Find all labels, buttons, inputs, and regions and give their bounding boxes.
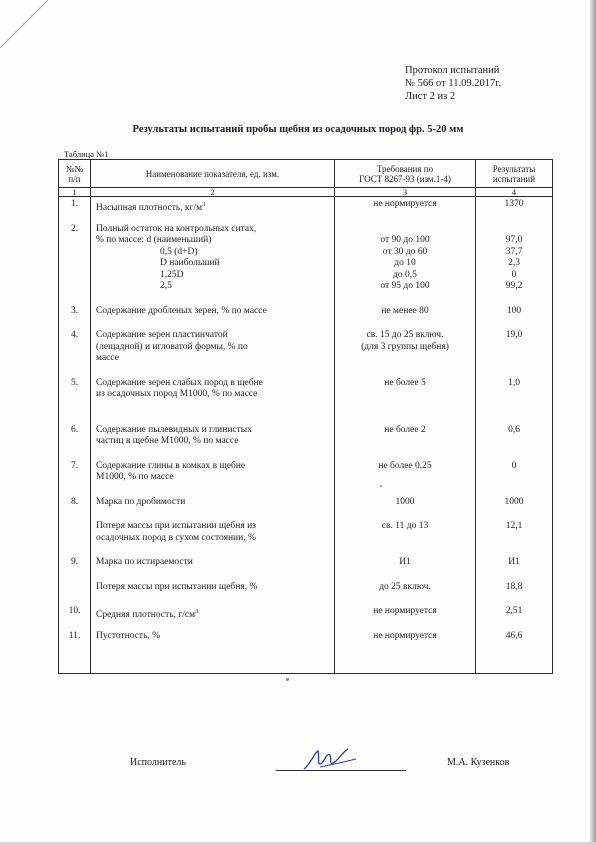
indicator-text: Содержание дробленых зерен, % по массе: [96, 305, 267, 316]
indicator-text: D наибольший: [160, 258, 220, 268]
row-number: 1.: [70, 199, 79, 209]
indicator-name: [96, 436, 334, 448]
indicator-name: [96, 461, 334, 473]
ink-dot: [380, 485, 382, 487]
requirement-value: не более 0,25: [378, 460, 432, 471]
row-result-cell: [476, 317, 553, 365]
requirement-value: св. 11 до 13: [381, 521, 429, 531]
requirement-value: [335, 389, 475, 401]
result-value: 97,0: [505, 235, 523, 245]
indicator-text: массе: [96, 353, 119, 363]
row-number-cell: [59, 365, 91, 401]
row-requirement-cell: [335, 593, 476, 618]
requirement-value: не нормируется: [373, 606, 437, 616]
row-name-cell: [91, 618, 335, 643]
table-row: [59, 484, 553, 509]
row-number-cell: [59, 569, 91, 594]
result-value: 0: [511, 460, 517, 471]
row-requirement-cell: [335, 317, 476, 365]
requirement-value: [335, 533, 475, 545]
protocol-title: Протокол испытаний: [405, 65, 500, 76]
indicator-name: [96, 557, 334, 569]
indicator-text: Потеря массы при испытании щебня, %: [96, 581, 258, 592]
row-number-cell: [59, 544, 91, 569]
indicator-text: 2,5: [160, 281, 172, 291]
row-number-cell: [59, 293, 91, 318]
requirement-value: от 90 до 100: [380, 235, 430, 245]
row-result-cell: [476, 197, 553, 211]
row-result-cell: [476, 448, 553, 484]
row-number-cell: [59, 593, 91, 618]
result-value: 18,8: [505, 581, 523, 592]
table-row: [59, 293, 553, 318]
row-requirement-cell: [335, 211, 476, 293]
row-number-cell: [59, 211, 91, 293]
indicator-text: М1000, % по массе: [96, 472, 174, 482]
row-number-cell: [59, 484, 91, 509]
protocol-number: № 566 от 11.09.2017г.: [405, 78, 501, 89]
indicator-name: [96, 306, 334, 318]
indicator-name: [96, 258, 334, 270]
result-value: И1: [508, 557, 520, 567]
result-value: 0: [511, 269, 517, 280]
unit-superscript: 3: [195, 608, 199, 615]
requirement-value: св. 15 до 25 включ.: [366, 330, 444, 340]
indicator-name: [96, 224, 334, 236]
row-number: 2.: [70, 223, 79, 234]
indicator-name: [96, 425, 334, 437]
empty-cell: [91, 642, 335, 674]
indicator-text: Содержание зерен пластинчатой: [96, 330, 228, 340]
paper-fold-mark: [0, 0, 60, 60]
row-number: 9.: [70, 557, 79, 567]
row-result-cell: [476, 593, 553, 618]
indicator-name: [96, 342, 334, 354]
row-number: 7.: [70, 460, 79, 471]
indicator-text: Насыпная плотность, кг/м: [96, 203, 203, 214]
table-header-row: [59, 160, 553, 188]
row-name-cell: [91, 317, 335, 365]
indicator-name: [96, 330, 334, 342]
row-number: [59, 582, 90, 594]
indicator-text: Полный остаток на контрольных ситах,: [96, 223, 257, 234]
row-result-cell: [476, 508, 553, 544]
result-value: [476, 224, 552, 236]
indicator-text: осадочных пород в сухом состоянии, %: [96, 532, 256, 543]
indicator-text: (лещадной) и игловатой формы, % по: [96, 341, 248, 352]
result-value: 46,6: [505, 630, 523, 641]
requirement-value: не менее 80: [381, 305, 429, 316]
indicator-name: [96, 270, 334, 282]
requirement-value: 1000: [395, 496, 415, 507]
table-row: [59, 197, 553, 211]
ink-dot: [286, 678, 289, 681]
table-row: [59, 401, 553, 448]
row-result-cell: [476, 484, 553, 509]
row-name-cell: [91, 569, 335, 594]
requirement-value: не более 5: [384, 377, 426, 388]
row-number: 5.: [70, 377, 79, 388]
indicator-name: [96, 199, 334, 214]
row-result-cell: [476, 293, 553, 318]
header-name: Наименование показателя, ед. изм.: [91, 160, 335, 188]
result-value: [476, 353, 552, 365]
row-number-cell: [59, 401, 91, 448]
indicator-text: % по массе: d (наименьший): [96, 235, 212, 245]
table-row: [59, 365, 553, 401]
result-value: 0,6: [508, 424, 520, 435]
result-value: [476, 436, 552, 448]
table-row: [59, 544, 553, 569]
row-requirement-cell: [335, 293, 476, 318]
page-title: Результаты испытаний пробы щебня из осадочных пород фр. 5-20 мм: [132, 124, 464, 135]
result-value: 37,7: [505, 246, 523, 257]
table-row: [59, 618, 553, 643]
row-result-cell: [476, 211, 553, 293]
result-value: [476, 389, 552, 401]
row-number: 8.: [70, 496, 79, 507]
row-result-cell: [476, 544, 553, 569]
indicator-name: [96, 472, 334, 484]
row-requirement-cell: [335, 544, 476, 569]
indicator-text: Содержание пылевидных и глинистых: [96, 424, 252, 435]
result-value: 100: [506, 305, 522, 316]
row-name-cell: [91, 211, 335, 293]
row-number: 6.: [70, 424, 79, 435]
indicator-text: 1,25D: [160, 269, 184, 280]
requirement-value: [335, 436, 475, 448]
requirement-value: от 95 до 100: [380, 281, 430, 291]
indicator-name: [96, 389, 334, 401]
row-requirement-cell: [335, 197, 476, 211]
indicator-text: Марка по истираемости: [96, 557, 193, 567]
column-numbers-row: 1 2 3 4: [59, 188, 553, 197]
indicator-name: [96, 353, 334, 365]
row-name-cell: [91, 508, 335, 544]
table-row: [59, 448, 553, 484]
result-value: 99,2: [505, 281, 523, 291]
row-number: [59, 521, 90, 533]
indicator-name: [96, 378, 334, 390]
executor-label: Исполнитель: [130, 757, 186, 768]
requirement-value: (для 3 группы щебня): [361, 341, 449, 352]
sheet-number: Лист 2 из 2: [405, 91, 456, 102]
result-value: [476, 342, 552, 354]
requirement-value: И1: [399, 557, 411, 567]
requirement-value: [335, 472, 475, 484]
table-label: Таблица №1: [64, 149, 109, 159]
indicator-name: [96, 631, 334, 643]
row-number-cell: [59, 197, 91, 211]
row-requirement-cell: [335, 569, 476, 594]
unit-superscript: 3: [202, 201, 206, 208]
indicator-name: [96, 235, 334, 247]
table-row: [59, 317, 553, 365]
result-value: 12,1: [505, 521, 523, 531]
row-requirement-cell: [335, 508, 476, 544]
indicator-name: [96, 497, 334, 509]
table-row: [59, 569, 553, 594]
row-number: 4.: [70, 330, 79, 340]
row-number: 11.: [68, 630, 81, 641]
indicator-text: Марка по дробимости: [96, 496, 186, 507]
row-result-cell: [476, 401, 553, 448]
indicator-text: Пустотность, %: [96, 630, 161, 641]
row-name-cell: [91, 448, 335, 484]
results-table: [58, 159, 553, 674]
indicator-name: [96, 533, 334, 545]
result-value: 2,51: [505, 606, 523, 616]
requirement-value: до 25 включ.: [379, 581, 431, 592]
table-row: [59, 211, 553, 293]
indicator-text: частиц в щебне М1000, % по массе: [96, 436, 239, 446]
indicator-text: Потеря массы при испытании щебня из: [96, 521, 256, 531]
indicator-text: из осадочных пород М1000, % по массе: [96, 389, 258, 399]
requirement-value: до 0,5: [393, 269, 417, 280]
protocol-header: [405, 64, 501, 103]
requirement-value: от 30 до 60: [382, 246, 428, 257]
row-requirement-cell: [335, 618, 476, 643]
result-value: [476, 472, 552, 484]
indicator-name: [96, 521, 334, 533]
indicator-text: Средняя плотность, г/см: [96, 610, 196, 621]
empty-cell: [59, 642, 91, 674]
page-edge-shadow: [590, 0, 596, 845]
indicator-name: [96, 606, 334, 621]
row-number: 3.: [70, 305, 79, 316]
row-number-cell: [59, 448, 91, 484]
row-requirement-cell: [335, 448, 476, 484]
indicator-text: Содержание зерен слабых пород в щебне: [96, 377, 263, 388]
empty-cell: [476, 642, 553, 674]
row-name-cell: [91, 593, 335, 621]
table-bottom-row: [59, 642, 553, 674]
indicator-name: [96, 281, 334, 293]
result-value: 19,0: [505, 330, 523, 340]
requirement-value: [335, 224, 475, 236]
requirement-value: не нормируется: [373, 199, 437, 209]
row-result-cell: [476, 618, 553, 643]
result-value: [476, 533, 552, 545]
indicator-name: [96, 247, 334, 259]
row-result-cell: [476, 569, 553, 594]
table-row: [59, 593, 553, 618]
header-res: Результаты испытаний: [476, 160, 553, 188]
row-name-cell: [91, 293, 335, 318]
row-name-cell: [91, 401, 335, 448]
result-value: 1370: [504, 199, 524, 209]
row-name-cell: [91, 484, 335, 509]
header-req: Требования по ГОСТ 8267-93 (изм.1-4): [335, 160, 476, 188]
row-result-cell: [476, 365, 553, 401]
indicator-text: Содержание глины в комках в щебне: [96, 460, 246, 471]
requirement-value: не нормируется: [373, 630, 437, 641]
result-value: 1,0: [508, 377, 520, 388]
row-number-cell: [59, 618, 91, 643]
row-number: 10.: [68, 606, 81, 616]
handwritten-signature: [300, 745, 360, 775]
result-value: 2,3: [508, 258, 520, 268]
row-number-cell: [59, 508, 91, 544]
requirement-value: [335, 353, 475, 365]
row-number-cell: [59, 317, 91, 365]
requirement-value: не более 2: [384, 424, 426, 435]
result-value: 1000: [504, 496, 524, 507]
empty-cell: [335, 642, 476, 674]
executor-name: М.А. Кузенков: [447, 757, 510, 768]
row-name-cell: [91, 197, 335, 214]
header-num: №№ п/п: [59, 160, 91, 188]
row-requirement-cell: [335, 484, 476, 509]
indicator-text: 0,5 (d+D): [160, 246, 198, 257]
row-name-cell: [91, 365, 335, 401]
row-name-cell: [91, 544, 335, 569]
requirement-value: до 10: [394, 258, 416, 268]
row-requirement-cell: [335, 401, 476, 448]
indicator-name: [96, 582, 334, 594]
table-row: [59, 508, 553, 544]
row-requirement-cell: [335, 365, 476, 401]
